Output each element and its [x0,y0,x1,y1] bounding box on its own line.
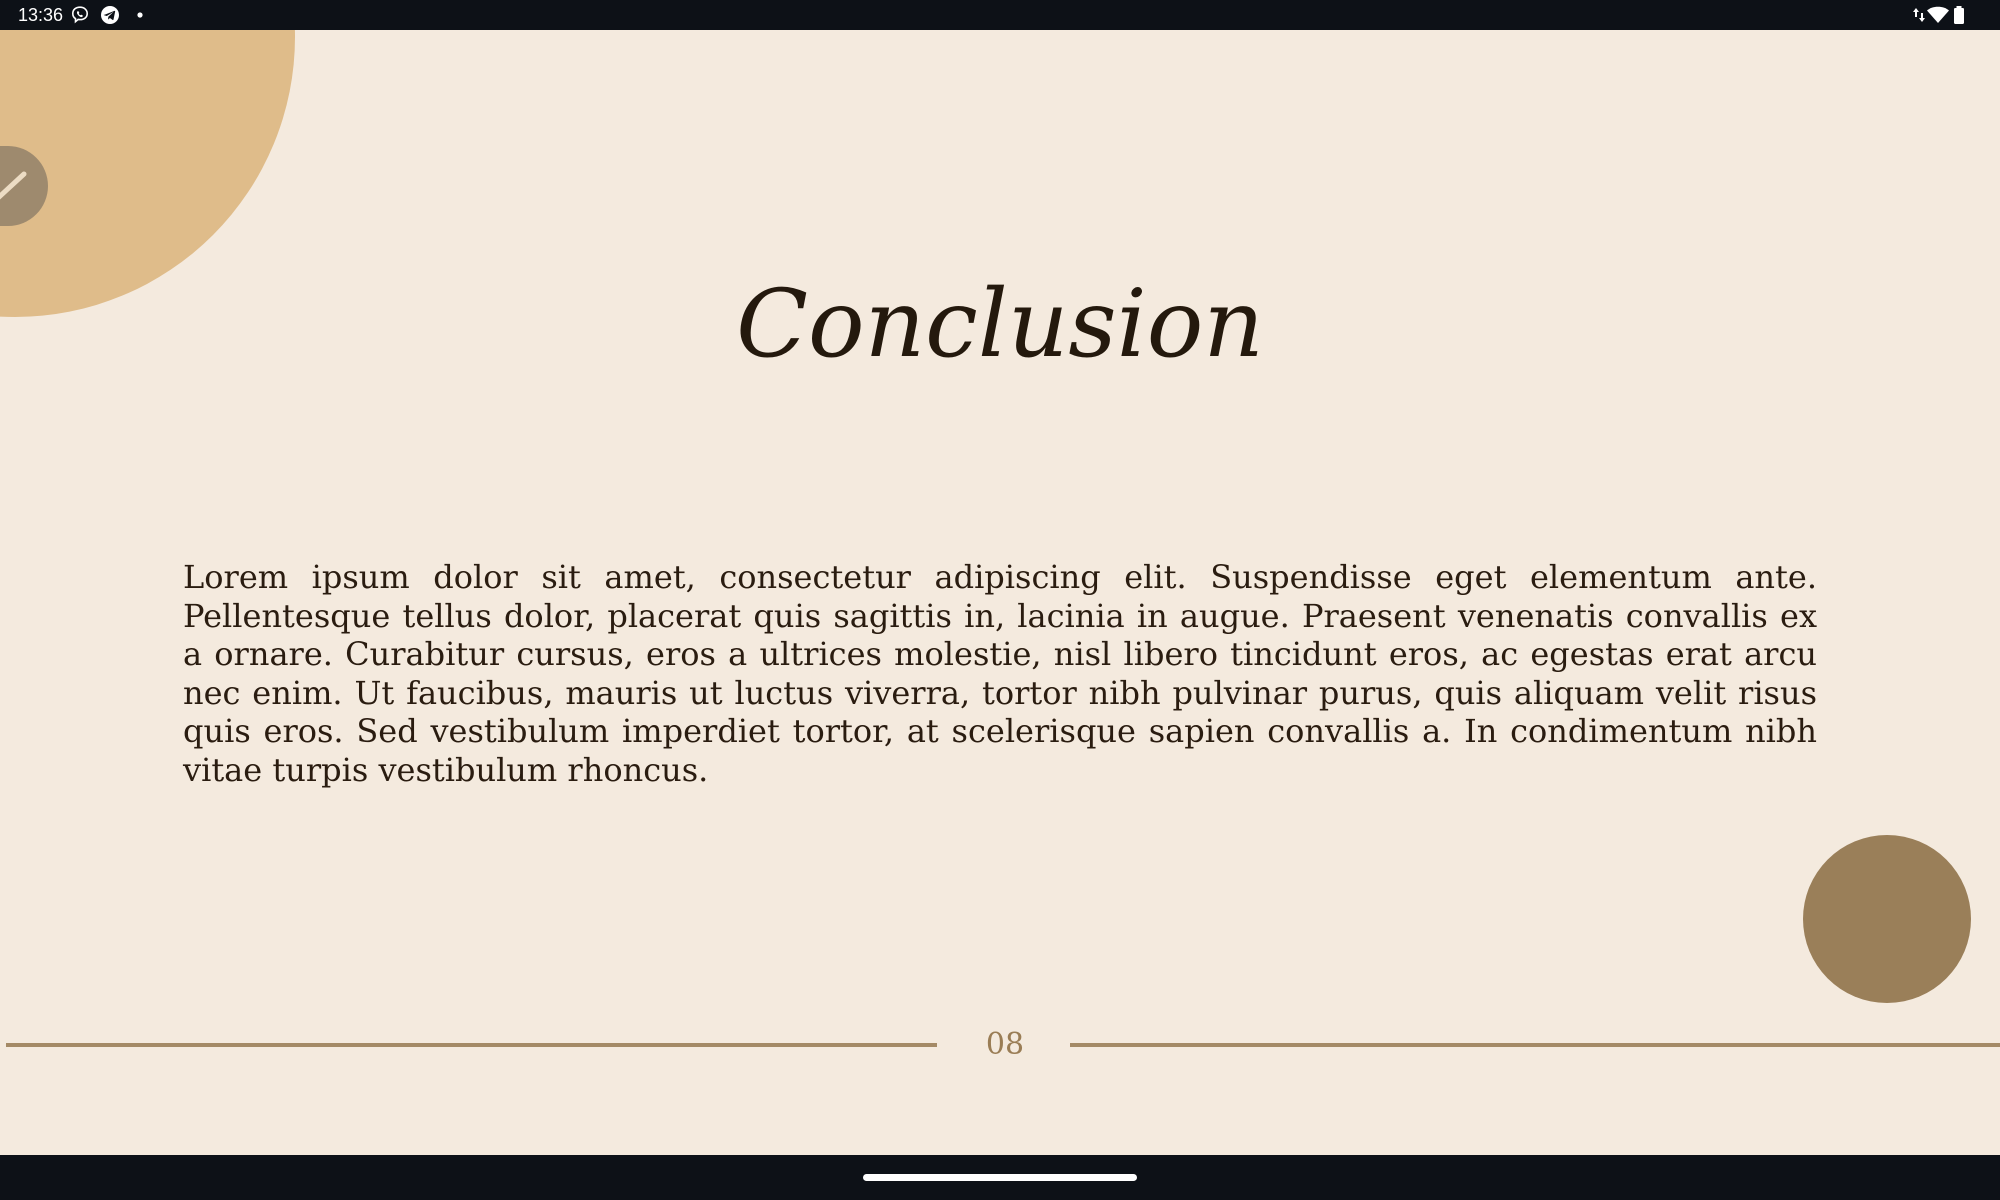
status-time: 13:36 [18,5,64,25]
data-arrows-icon [1912,5,1926,25]
wifi-icon [1926,5,1950,25]
footer-divider-left [6,1043,937,1047]
home-gesture-handle[interactable] [863,1174,1137,1181]
slide-body-text: Lorem ipsum dolor sit amet, consectetur adipiscing elit. Suspendisse eget elementum ante. Pellentesque tellus dolor, placerat quis sagittis in, lacinia in augue. Praesent venenatis convallis ex a ornare. Curabitur cursus, eros a ultrices molestie, nisl libero tincidunt eros, ac egestas erat arcu nec enim. Ut faucibus, mauris ut luctus viverra, tortor nibh pulvinar purus, quis aliquam velit risus quis eros. Sed vestibulum imperdiet tortor, at scelerisque sapien convallis a. In condimentum nibh vitae turpis vestibulum rhoncus. [183,558,1817,789]
presentation-slide [0,30,2000,1155]
viber-icon [70,5,90,25]
navigation-bar [0,1155,2000,1200]
decorative-small-circle [1803,835,1971,1003]
notification-dot-icon [130,5,150,25]
status-bar [0,0,2000,30]
telegram-icon [100,5,120,25]
page-number: 08 [985,1027,1025,1062]
footer-divider-right [1070,1043,2000,1047]
battery-icon [1952,5,1966,25]
slide-title: Conclusion [736,270,1264,379]
edit-pencil-icon [0,162,30,210]
